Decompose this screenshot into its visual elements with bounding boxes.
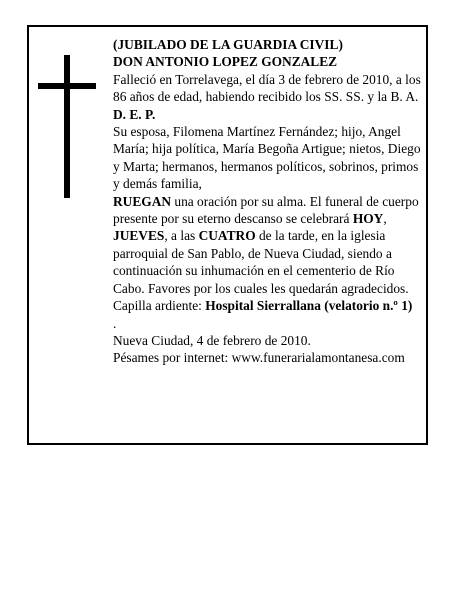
deceased-rank: (JUBILADO DE LA GUARDIA CIVIL) [113, 37, 343, 52]
hoy-word: HOY [352, 211, 384, 227]
funeral-details: de la tarde, en la iglesia parroquial de San Pablo, de Nueva Ciudad, siendo a continuación su inhumación en el cementerio de Río Cabo. Favores por los cuales les quedarán agradecidos. [113, 228, 409, 296]
cross-icon-crossbar [38, 83, 96, 89]
place-date: Nueva Ciudad, 4 de febrero de 2010. [113, 332, 311, 348]
a-las-text: , a las [164, 228, 199, 244]
obituary-text [113, 36, 421, 367]
jueves-word: JUEVES [113, 228, 165, 244]
chapel-line [113, 297, 421, 314]
chapel-end: . [113, 315, 117, 331]
chapel-name: Hospital Sierrallana (velatorio n.º 1) [205, 298, 413, 314]
condolences-line: Pésames por internet: www.funerarialamontanesa.com [113, 350, 405, 366]
chapel-label: Capilla ardiente: [113, 298, 206, 314]
family-list: Su esposa, Filomena Martínez Fernández; hijo, Angel María; hija política, María Begoña Artigue; nietos, Diego y Marta; hermanos, hermanos políticos, sobrinos, primos y demás familia, [113, 124, 421, 192]
cuatro-word: CUATRO [198, 228, 256, 244]
cross-icon [64, 55, 70, 198]
death-details: Falleció en Torrelavega, el día 3 de febrero de 2010, a los 86 años de edad, habiendo recibido los SS. SS. y la B. A. [113, 71, 421, 105]
comma-text: , [383, 211, 387, 227]
ruegan-text: una oración por su alma. El funeral de cuerpo presente por su eterno descanso se celebrará [113, 193, 419, 227]
ruegan-word: RUEGAN [113, 193, 172, 209]
funeral-paragraph [113, 193, 421, 297]
dep-heading: D. E. P. [113, 106, 156, 122]
deceased-name: DON ANTONIO LOPEZ GONZALEZ [113, 54, 338, 70]
